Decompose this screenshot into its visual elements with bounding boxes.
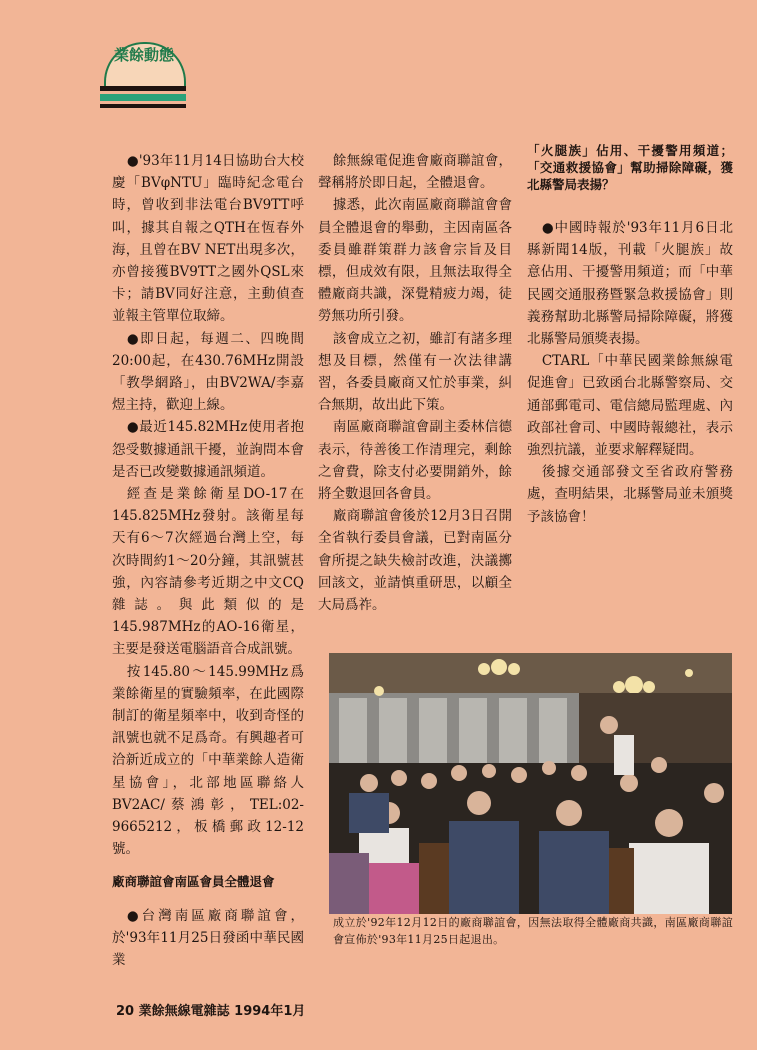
paragraph: 後據交通部發文至省政府警務處，查明結果，北縣警局並未頒獎予該協會！ xyxy=(527,464,733,525)
paragraph: 廠商聯誼會後於12月3日召開全省執行委員會議，已對南區分會所提之缺失檢討改進，決議擲回該文，並請慎重研思，以顧全大局爲祚。 xyxy=(318,508,512,614)
paragraph: 該會成立之初，雖訂有諸多理想及目標，然僅有一次法律講習，各委員廠商又忙於事業，糾合無期，故出此下策。 xyxy=(318,330,512,414)
paragraph: CTARL「中華民國業餘無線電促進會」已致函台北縣警察局、交通部郵電司、電信總局監理處、內政部社會司、中國時報總社，表示強烈抗議，並要求解釋疑問。 xyxy=(527,353,733,459)
article-headline: 「火腿族」佔用、干擾警用頻道；「交通救援協會」幫助掃除障礙，獲北縣警局表揚？ xyxy=(527,143,733,192)
paragraph: ●台灣南區廠商聯誼會，於'93年11月25日發函中華民國業 xyxy=(112,907,304,969)
paragraph: ●最近145.82MHz使用者抱怨受數據通訊干擾，並詢問本會是否已改變數據通訊頻道。 xyxy=(112,419,304,480)
paragraph: 按145.80～145.99MHz爲業餘衛星的實驗頻率，在此國際制訂的衛星頻率中，收到奇怪的訊號也就不足爲奇。有興趣者可洽新近成立的「中華業餘人造衛星協會」，北部地區聯絡人BV2AC/蔡鴻彰，TEL:02-9665212，板橋郵政12-12號。 xyxy=(112,663,304,858)
article-column-1 xyxy=(112,150,304,971)
paragraph: 餘無線電促進會廠商聯誼會，聲稱將於即日起，全體退會。 xyxy=(318,153,512,192)
paragraph: 經查是業餘衛星DO-17在145.825MHz發射。該衛星每天有6～7次經過台灣上空，每次時間約1～20分鐘，其訊號甚強，內容請參考近期之中文CQ雜誌。與此類似的是145.987MHz的AO-16衛星，主要是發送電腦語音合成訊號。 xyxy=(112,486,304,658)
logo-stripe xyxy=(100,104,186,108)
section-label: 業餘動態 xyxy=(113,46,174,64)
logo-stripe xyxy=(100,94,186,101)
logo-stripe xyxy=(100,86,186,91)
meeting-photo xyxy=(329,653,732,914)
page-footer: 20 業餘無線電雜誌 1994年1月 xyxy=(116,1004,306,1019)
article-subheading: 廠商聯誼會南區會員全體退會 xyxy=(112,873,275,889)
paragraph: 據悉，此次南區廠商聯誼會會員全體退會的舉動，主因南區各委員雖群策群力該會宗旨及目標，但成效有限，且無法取得全體廠商共識，深覺精疲力竭，徒勞無功所引發。 xyxy=(318,197,512,325)
article-column-3 xyxy=(527,142,733,528)
article-column-2 xyxy=(318,150,512,616)
paragraph: ●即日起，每週二、四晚間20:00起，在430.76MHz開設「教學網路」，由BV2WA/李嘉煜主持，歡迎上線。 xyxy=(112,330,304,414)
paragraph: ●中國時報於'93年11月6日北縣新聞14版，刊載「火腿族」故意佔用、干擾警用頻道；而「中華民國交通服務暨緊急救援協會」則義務幫助北縣警局掃除障礙，將獲北縣警局頒獎表揚。 xyxy=(527,220,733,348)
section-logo xyxy=(100,38,188,116)
paragraph: 南區廠商聯誼會副主委林信德表示，待善後工作清理完，剩餘之會費，除支付必要開銷外，餘將全數退回各會員。 xyxy=(318,419,512,503)
paragraph: ●'93年11月14日協助台大校慶「BVφNTU」臨時紀念電台時，曾收到非法電台BV9TT呼叫，據其自報之QTH在恆春外海，且曾在BV NET出現多次，亦曾接獲BV9TT之國外QSL來卡；請BV同好注意，主動偵查並報主管單位取締。 xyxy=(112,153,304,325)
photo-caption: 成立於'92年12月12日的廠商聯誼會，因無法取得全體廠商共識，南區廠商聯誼會宣佈於'93年11月25日起退出。 xyxy=(333,916,733,946)
